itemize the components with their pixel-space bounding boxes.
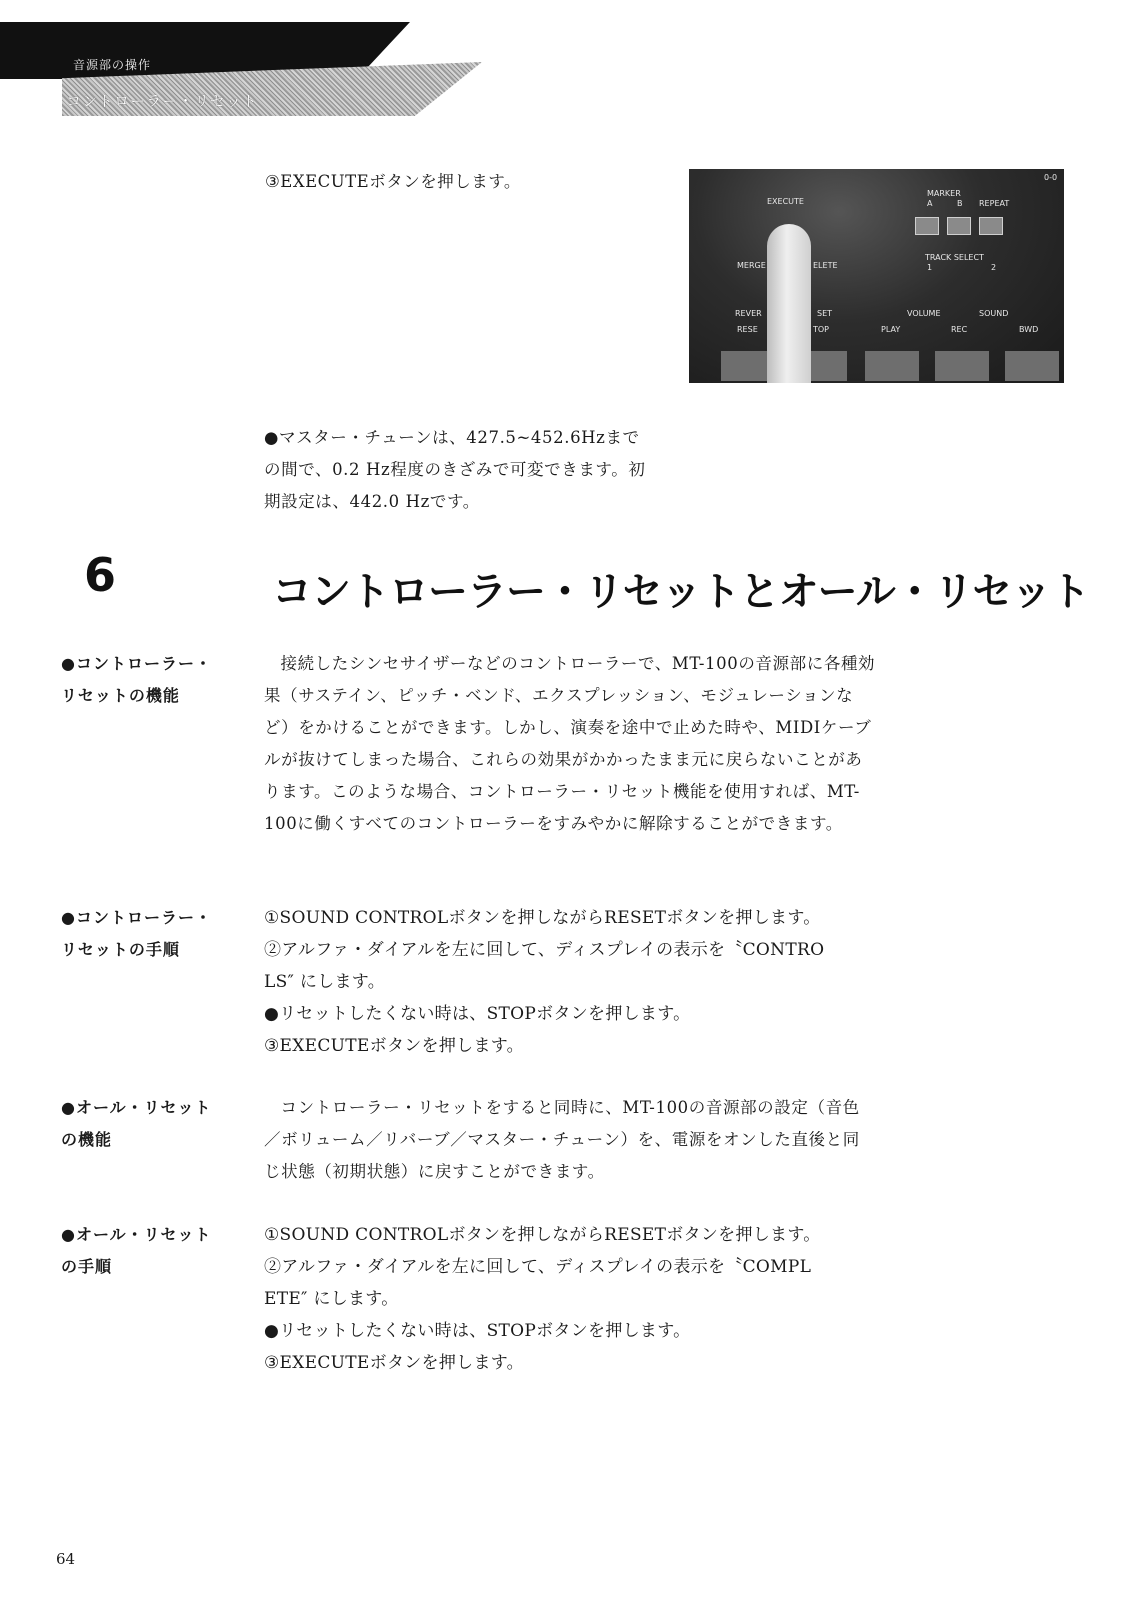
procedure-line: ●リセットしたくない時は、STOPボタンを押します。 — [264, 1004, 691, 1024]
photo-label-marker: MARKER — [927, 189, 961, 198]
section-label: 音源部の操作 — [73, 58, 152, 72]
photo-pad-repeat — [979, 217, 1003, 235]
procedure-line: LS″ にします。 — [264, 972, 386, 992]
procedure-line: ①SOUND CONTROLボタンを押しながらRESETボタンを押します。 — [264, 908, 821, 928]
photo-label-track-1: 1 — [927, 263, 933, 272]
procedure-line: ●リセットしたくない時は、STOPボタンを押します。 — [264, 1321, 691, 1341]
photo-label-stop: TOP — [813, 325, 830, 334]
photo-label-corner: 0-0 — [1044, 173, 1058, 182]
finger-pressing-execute — [767, 224, 811, 383]
photo-label-volume: VOLUME — [907, 309, 941, 318]
photo-label-track-2: 2 — [991, 263, 997, 272]
master-tune-note: ●マスター・チューンは、427.5~452.6Hzまでの間で、0.2 Hz程度のきざみで可変できます。初期設定は、442.0 Hzです。 — [264, 428, 646, 511]
photo-label-reset-right: SET — [817, 309, 833, 318]
all-procedure-steps — [264, 1219, 821, 1379]
procedure-line: ③EXECUTEボタンを押します。 — [264, 1353, 524, 1373]
device-photo — [689, 169, 1064, 383]
photo-label-sound: SOUND — [979, 309, 1009, 318]
procedure-line: ②アルファ・ダイアルを左に回して、ディスプレイの表示を〝COMPL — [264, 1257, 812, 1277]
controller-procedure-steps — [264, 902, 824, 1062]
side-heading-all-procedure: ●オール・リセット の手順 — [61, 1225, 212, 1276]
photo-label-delete: ELETE — [813, 261, 838, 270]
photo-label-bwd: BWD — [1019, 325, 1039, 334]
side-heading-controller-function: ●コントローラー・ リセットの機能 — [61, 654, 212, 705]
photo-button-play — [865, 351, 919, 381]
all-function-body: コントローラー・リセットをすると同時に、MT-100の音源部の設定（音色／ボリューム／リバーブ／マスター・チューン）を、電源をオンした直後と同じ状態（初期状態）に戻すことができます。 — [264, 1098, 860, 1181]
side-heading-controller-procedure: ●コントローラー・ リセットの手順 — [61, 908, 212, 959]
photo-label-repeat: REPEAT — [979, 199, 1010, 208]
photo-label-track-select: TRACK SELECT — [925, 253, 984, 262]
section-title: コントローラー・リセットとオール・リセット — [272, 569, 1090, 615]
photo-label-reset: RESE — [737, 325, 758, 334]
procedure-line: ①SOUND CONTROLボタンを押しながらRESETボタンを押します。 — [264, 1225, 821, 1245]
photo-pad-b — [947, 217, 971, 235]
section-number: 6 — [84, 548, 117, 602]
step-execute: ③EXECUTEボタンを押します。 — [265, 172, 521, 191]
photo-label-merge: MERGE — [737, 261, 766, 270]
photo-label-a: A — [927, 199, 933, 208]
photo-button-rec — [935, 351, 989, 381]
procedure-line: ③EXECUTEボタンを押します。 — [264, 1036, 524, 1056]
topic-label: コントローラー・リセット — [66, 92, 258, 110]
photo-label-execute: EXECUTE — [767, 197, 804, 206]
procedure-line: ②アルファ・ダイアルを左に回して、ディスプレイの表示を〝CONTRO — [264, 940, 825, 960]
photo-label-reverse: REVER — [735, 309, 762, 318]
side-heading-all-function: ●オール・リセット の機能 — [61, 1098, 212, 1149]
photo-pad-a — [915, 217, 939, 235]
procedure-line: ETE″ にします。 — [264, 1289, 399, 1309]
photo-label-b: B — [957, 199, 963, 208]
controller-function-body: 接続したシンセサイザーなどのコントローラーで、MT-100の音源部に各種効果（サステイン、ピッチ・ベンド、エクスプレッション、モジュレーションなど）をかけることができます。しかし、演奏を途中で止めた時や、MIDIケーブルが抜けてしまった場合、これらの効果がかかったまま元に戻らないことがあります。このような場合、コントローラー・リセット機能を使用すれば、MT-100に働くすべてのコントローラーをすみやかに解除することができます。 — [264, 654, 876, 833]
photo-button-bwd — [1005, 351, 1059, 381]
page-number: 64 — [56, 1550, 76, 1568]
photo-label-play: PLAY — [881, 325, 901, 334]
photo-label-rec: REC — [951, 325, 968, 334]
